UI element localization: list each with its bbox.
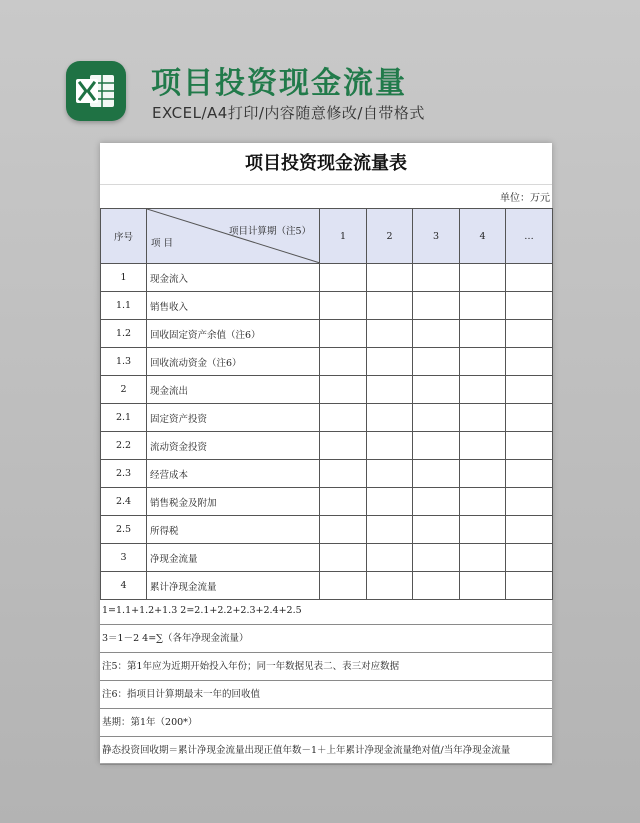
value-cell[interactable] bbox=[413, 292, 460, 320]
value-cell[interactable] bbox=[320, 572, 367, 600]
period-header: 4 bbox=[460, 209, 506, 264]
table-row bbox=[101, 404, 553, 432]
value-cell[interactable] bbox=[367, 376, 413, 404]
value-cell[interactable] bbox=[506, 264, 553, 292]
value-cell[interactable] bbox=[506, 572, 553, 600]
value-cell[interactable] bbox=[320, 404, 367, 432]
value-cell[interactable] bbox=[367, 488, 413, 516]
row-number: 1.2 bbox=[101, 320, 147, 348]
value-cell[interactable] bbox=[413, 404, 460, 432]
value-cell[interactable] bbox=[413, 320, 460, 348]
notes-section bbox=[100, 597, 552, 765]
value-cell[interactable] bbox=[506, 292, 553, 320]
value-cell[interactable] bbox=[413, 488, 460, 516]
period-header: 3 bbox=[413, 209, 460, 264]
value-cell[interactable] bbox=[506, 516, 553, 544]
row-item: 所得税 bbox=[147, 516, 320, 544]
table-header-row bbox=[101, 209, 553, 264]
row-item: 净现金流量 bbox=[147, 544, 320, 572]
value-cell[interactable] bbox=[506, 404, 553, 432]
value-cell[interactable] bbox=[413, 544, 460, 572]
value-cell[interactable] bbox=[367, 572, 413, 600]
value-cell[interactable] bbox=[460, 376, 506, 404]
row-number: 3 bbox=[101, 544, 147, 572]
table-row bbox=[101, 320, 553, 348]
period-header: 2 bbox=[367, 209, 413, 264]
value-cell[interactable] bbox=[413, 348, 460, 376]
value-cell[interactable] bbox=[367, 516, 413, 544]
value-cell[interactable] bbox=[460, 488, 506, 516]
value-cell[interactable] bbox=[413, 432, 460, 460]
value-cell[interactable] bbox=[367, 460, 413, 488]
value-cell[interactable] bbox=[320, 488, 367, 516]
value-cell[interactable] bbox=[506, 348, 553, 376]
seq-header: 序号 bbox=[101, 209, 147, 264]
value-cell[interactable] bbox=[460, 348, 506, 376]
value-cell[interactable] bbox=[460, 320, 506, 348]
row-number: 2.2 bbox=[101, 432, 147, 460]
table-row bbox=[101, 460, 553, 488]
row-item: 累计净现金流量 bbox=[147, 572, 320, 600]
table-row bbox=[101, 488, 553, 516]
value-cell[interactable] bbox=[320, 432, 367, 460]
value-cell[interactable] bbox=[506, 544, 553, 572]
value-cell[interactable] bbox=[506, 460, 553, 488]
value-cell[interactable] bbox=[367, 292, 413, 320]
formula-note: 3＝1－2 4=∑（各年净现金流量） bbox=[100, 625, 552, 653]
unit-row bbox=[100, 185, 552, 209]
value-cell[interactable] bbox=[460, 544, 506, 572]
row-number: 1 bbox=[101, 264, 147, 292]
table-row bbox=[101, 264, 553, 292]
value-cell[interactable] bbox=[413, 460, 460, 488]
value-cell[interactable] bbox=[413, 264, 460, 292]
page-title: 项目投资现金流量 bbox=[151, 66, 407, 101]
table-row bbox=[101, 572, 553, 600]
value-cell[interactable] bbox=[367, 404, 413, 432]
value-cell[interactable] bbox=[320, 292, 367, 320]
value-cell[interactable] bbox=[367, 320, 413, 348]
value-cell[interactable] bbox=[460, 460, 506, 488]
row-number: 4 bbox=[101, 572, 147, 600]
value-cell[interactable] bbox=[320, 348, 367, 376]
value-cell[interactable] bbox=[367, 264, 413, 292]
row-item: 回收流动资金（注6） bbox=[147, 348, 320, 376]
row-number: 1.1 bbox=[101, 292, 147, 320]
period-header: 1 bbox=[320, 209, 367, 264]
table-row bbox=[101, 348, 553, 376]
row-number: 2.5 bbox=[101, 516, 147, 544]
value-cell[interactable] bbox=[460, 264, 506, 292]
row-number: 2.4 bbox=[101, 488, 147, 516]
row-item: 固定资产投资 bbox=[147, 404, 320, 432]
value-cell[interactable] bbox=[367, 432, 413, 460]
period-header: … bbox=[506, 209, 553, 264]
spreadsheet-preview bbox=[100, 143, 552, 763]
value-cell[interactable] bbox=[320, 376, 367, 404]
value-cell[interactable] bbox=[320, 320, 367, 348]
banner-header bbox=[0, 0, 640, 140]
value-cell[interactable] bbox=[460, 516, 506, 544]
value-cell[interactable] bbox=[413, 516, 460, 544]
row-item: 回收固定资产余值（注6） bbox=[147, 320, 320, 348]
value-cell[interactable] bbox=[320, 516, 367, 544]
value-cell[interactable] bbox=[413, 572, 460, 600]
row-item: 现金流出 bbox=[147, 376, 320, 404]
table-row bbox=[101, 516, 553, 544]
value-cell[interactable] bbox=[506, 376, 553, 404]
table-row bbox=[101, 376, 553, 404]
formula-note: 1=1.1+1.2+1.3 2=2.1+2.2+2.3+2.4+2.5 bbox=[100, 597, 552, 625]
row-number: 2.3 bbox=[101, 460, 147, 488]
sheet-title: 项目投资现金流量表 bbox=[100, 143, 552, 185]
value-cell[interactable] bbox=[506, 488, 553, 516]
row-item: 销售税金及附加 bbox=[147, 488, 320, 516]
row-item: 流动资金投资 bbox=[147, 432, 320, 460]
row-item: 经营成本 bbox=[147, 460, 320, 488]
table-row bbox=[101, 432, 553, 460]
row-number: 2.1 bbox=[101, 404, 147, 432]
value-cell[interactable] bbox=[320, 460, 367, 488]
cash-flow-table bbox=[100, 208, 553, 600]
diagonal-header-cell bbox=[147, 209, 320, 264]
footnote: 注5：第1年应为近期开始投入年份；同一年数据见表二、表三对应数据 bbox=[100, 653, 552, 681]
value-cell[interactable] bbox=[506, 432, 553, 460]
excel-icon bbox=[66, 61, 126, 121]
page-subtitle: EXCEL/A4打印/内容随意修改/自带格式 bbox=[152, 104, 425, 122]
value-cell[interactable] bbox=[320, 264, 367, 292]
table-row bbox=[101, 544, 553, 572]
value-cell[interactable] bbox=[460, 404, 506, 432]
value-cell[interactable] bbox=[367, 544, 413, 572]
value-cell[interactable] bbox=[320, 544, 367, 572]
payback-formula-note: 静态投资回收期＝累计净现金流量出现正值年数－1＋上年累计净现金流量绝对值/当年净现金流量 bbox=[100, 737, 552, 765]
value-cell[interactable] bbox=[367, 348, 413, 376]
period-axis-label: 项目计算期（注5） bbox=[228, 226, 311, 237]
row-number: 2 bbox=[101, 376, 147, 404]
footnote: 注6：指项目计算期最末一年的回收值 bbox=[100, 681, 552, 709]
row-item: 现金流入 bbox=[147, 264, 320, 292]
value-cell[interactable] bbox=[506, 320, 553, 348]
item-axis-label: 项 目 bbox=[151, 238, 174, 249]
row-number: 1.3 bbox=[101, 348, 147, 376]
value-cell[interactable] bbox=[413, 376, 460, 404]
base-period-note: 基期：第1年（200*） bbox=[100, 709, 552, 737]
value-cell[interactable] bbox=[460, 292, 506, 320]
table-row bbox=[101, 292, 553, 320]
value-cell[interactable] bbox=[460, 432, 506, 460]
unit-label: 单位：万元 bbox=[500, 193, 550, 204]
row-item: 销售收入 bbox=[147, 292, 320, 320]
value-cell[interactable] bbox=[460, 572, 506, 600]
